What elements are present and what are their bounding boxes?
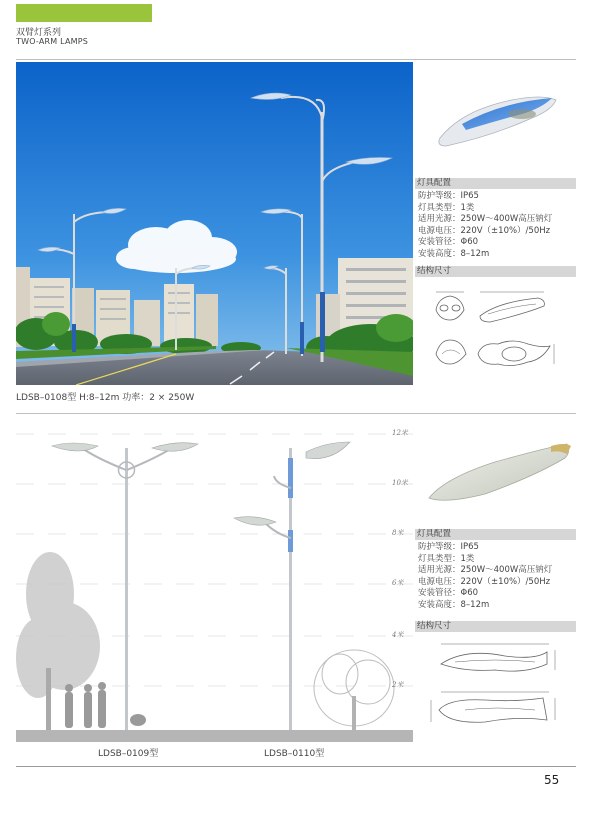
- header-accent-bar: [16, 4, 152, 22]
- scale-label: 10米: [392, 479, 408, 487]
- spec-item: 安装管径：Φ60: [418, 588, 479, 598]
- structure-drawing-2: [425, 640, 575, 732]
- spec-item: 电源电压：220V（±10%）/50Hz: [418, 225, 551, 236]
- lamp-head-image-1: [432, 88, 562, 150]
- lamp-head-image-2: [425, 438, 573, 508]
- scale-label: 12米: [392, 429, 408, 437]
- scale-label: 8米: [392, 529, 404, 537]
- spec-item: 防护等级：IP65: [418, 191, 479, 201]
- model-caption-0110: LDSB–0110型: [264, 749, 325, 759]
- model-caption-0109: LDSB–0109型: [98, 749, 159, 759]
- spec-list-1: [418, 191, 552, 260]
- spec-item: 电源电压：220V（±10%）/50Hz: [418, 576, 551, 587]
- spec-item: 安装管径：Φ60: [418, 237, 479, 247]
- footer-divider: [16, 766, 576, 767]
- config-header-2: 灯具配置: [415, 529, 576, 540]
- spec-item: 安装高度：8–12m: [418, 248, 490, 259]
- section-divider: [16, 413, 576, 414]
- street-photo: [16, 62, 413, 385]
- top-divider: [16, 59, 576, 60]
- structure-header-1: 结构尺寸: [415, 266, 576, 277]
- spec-item: 防护等级：IP65: [418, 542, 479, 552]
- spec-list-2: [418, 542, 552, 611]
- pole-elevation-diagram: [16, 418, 413, 742]
- spec-item: 安装高度：8–12m: [418, 599, 490, 610]
- scale-label: 2米: [392, 681, 404, 689]
- product-caption-1: LDSB–0108型 H:8–12m 功率：2 × 250W: [16, 393, 195, 403]
- spec-item: 灯具类型：1类: [418, 553, 475, 564]
- structure-header-2: 结构尺寸: [415, 621, 576, 632]
- scale-label: 6米: [392, 579, 404, 587]
- spec-item: 灯具类型：1类: [418, 202, 475, 213]
- spec-item: 适用光源：250W～400W高压钠灯: [418, 565, 553, 575]
- series-title-cn: 双臂灯系列: [16, 28, 62, 38]
- config-header-1: 灯具配置: [415, 178, 576, 189]
- scale-label: 4米: [392, 631, 404, 639]
- structure-drawing-1: [428, 288, 568, 372]
- spec-item: 适用光源：250W～400W高压钠灯: [418, 214, 553, 224]
- page-number: 55: [544, 773, 560, 787]
- series-title-en: TWO-ARM LAMPS: [16, 37, 89, 46]
